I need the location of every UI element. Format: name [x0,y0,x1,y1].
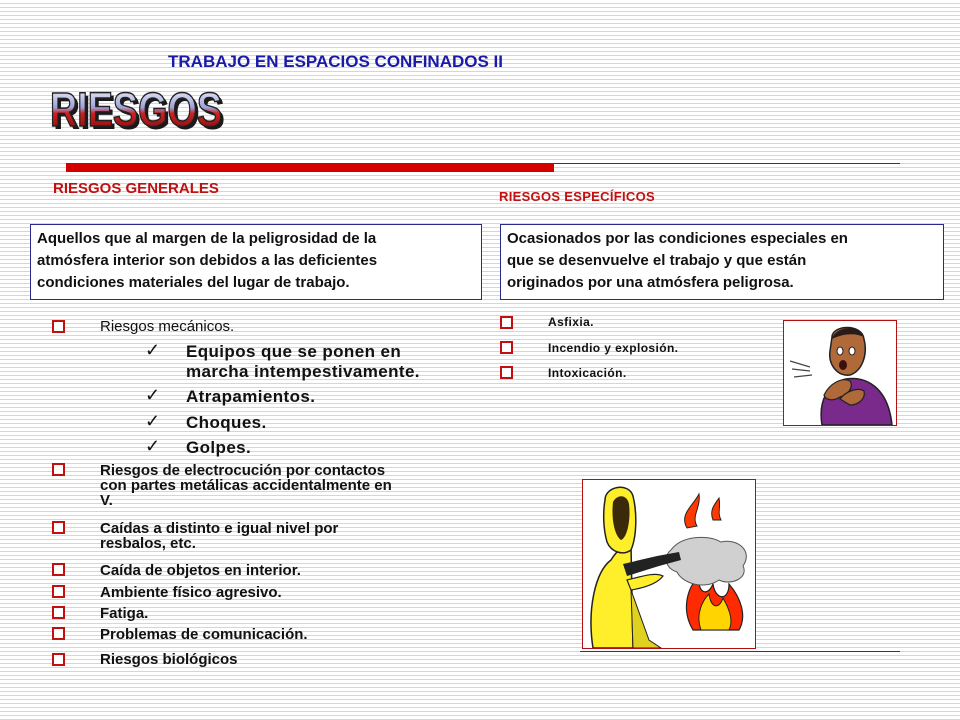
square-bullet-icon [52,585,65,598]
specific-risks-heading: RIESGOS ESPECÍFICOS [499,189,655,204]
list-line: resbalos, etc. [100,535,196,552]
square-bullet-icon [500,341,513,354]
sub-item-equipos-line2: marcha intempestivamente. [186,362,420,381]
square-bullet-icon [52,627,65,640]
square-bullet-icon [52,320,65,333]
description-line: Ocasionados por las condiciones especiales en [507,230,848,247]
list-item-caidas [100,521,338,551]
list-line: Caídas a distinto e igual nivel por [100,520,339,537]
list-item-asfixia: Asfixia. [548,315,594,329]
checkmark-icon: ✓ [145,411,161,431]
square-bullet-icon [52,606,65,619]
description-line: atmósfera interior son debidos a las deficientes [37,252,378,269]
checkmark-icon: ✓ [145,340,161,360]
list-item-incendio: Incendio y explosión. [548,341,679,355]
red-divider-bar [66,163,554,172]
list-item-electrocucion [100,463,392,508]
list-item-fatiga: Fatiga. [100,605,149,622]
riesgos-wordart [50,80,230,140]
list-line: Riesgos de electrocución por contactos [100,462,386,479]
list-line: V. [100,492,113,509]
choking-person-icon [784,321,896,425]
list-item-caida-objetos: Caída de objetos en interior. [100,562,301,579]
list-item-ambiente: Ambiente físico agresivo. [100,584,282,601]
svg-text:RIESGOS: RIESGOS [50,84,222,137]
description-line: que se desenvuelve el trabajo y que están [507,252,807,269]
general-risks-heading: RIESGOS GENERALES [53,180,219,197]
description-line: originados por una atmósfera peligrosa. [507,274,794,291]
firefighter-illustration [582,479,756,649]
checkmark-icon: ✓ [145,436,161,456]
list-item-comunicacion: Problemas de comunicación. [100,626,308,643]
choking-person-illustration [783,320,897,426]
square-bullet-icon [52,653,65,666]
square-bullet-icon [52,463,65,476]
thin-divider-line [554,163,900,164]
list-item-biologicos: Riesgos biológicos [100,651,238,668]
sub-item-equipos-line1: Equipos que se ponen en [186,342,402,361]
page-title: TRABAJO EN ESPACIOS CONFINADOS II [168,52,503,71]
description-line: condiciones materiales del lugar de trabajo. [37,274,350,291]
sub-item-atrapamientos: Atrapamientos. [186,387,316,406]
square-bullet-icon [52,563,65,576]
list-item-intoxicacion: Intoxicación. [548,366,627,380]
general-risks-description-box [30,224,482,300]
svg-text:RIESGOS: RIESGOS [53,87,225,140]
firefighter-fire-icon [583,480,755,648]
specific-risks-description-box [500,224,944,300]
checkmark-icon: ✓ [145,385,161,405]
bottom-divider-line [580,651,900,652]
description-line: Aquellos que al margen de la peligrosidad de la [37,230,377,247]
square-bullet-icon [52,521,65,534]
sub-item-choques: Choques. [186,413,267,432]
square-bullet-icon [500,366,513,379]
list-item-mecanicos: Riesgos mecánicos. [100,318,235,335]
square-bullet-icon [500,316,513,329]
list-line: con partes metálicas accidentalmente en [100,477,392,494]
sub-item-golpes: Golpes. [186,438,252,457]
